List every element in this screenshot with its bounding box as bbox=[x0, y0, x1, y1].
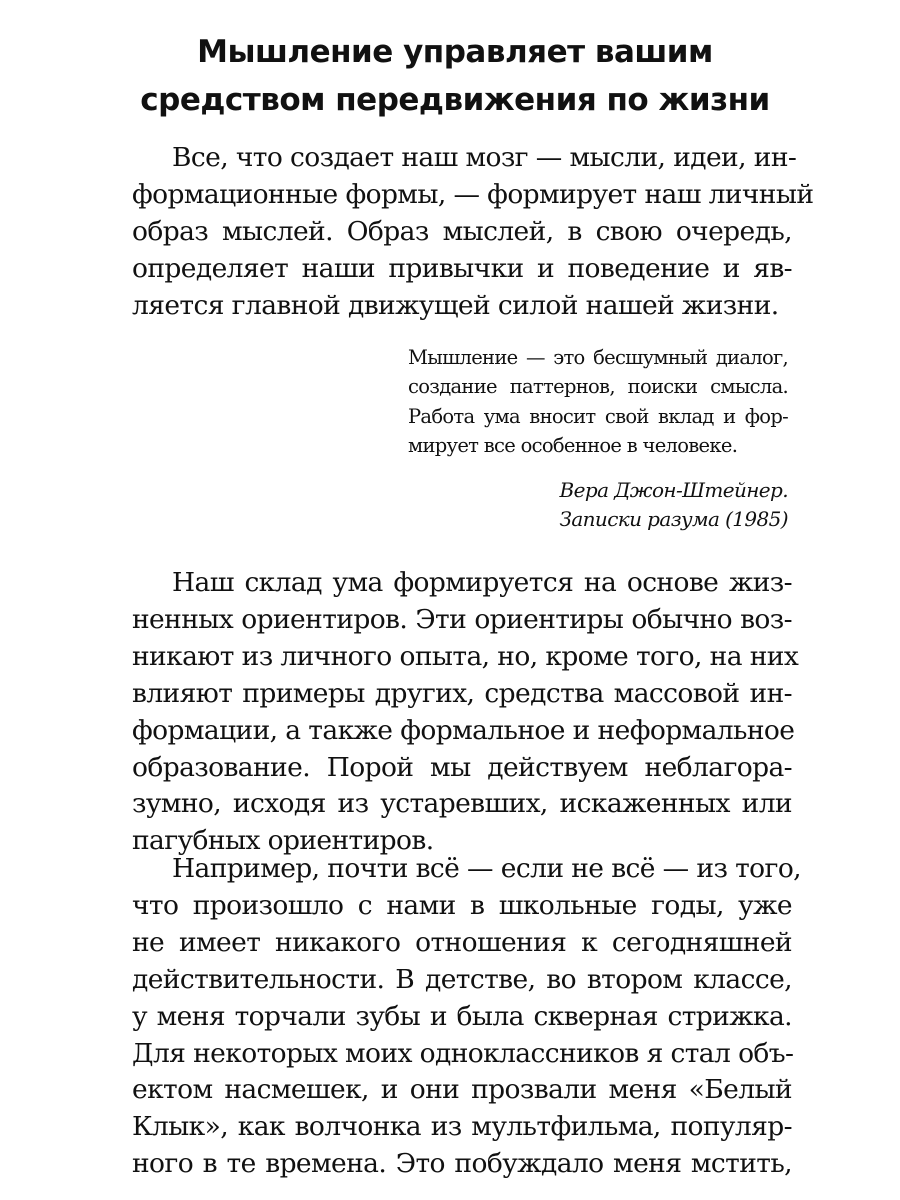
text-line: ляется главной движущей силой нашей жизни. bbox=[132, 289, 779, 321]
epigraph-line: мирует все особенное в человеке. bbox=[408, 434, 738, 458]
paragraph-1 bbox=[132, 140, 814, 325]
epigraph-quote bbox=[408, 343, 788, 461]
text-line: пагубных ориентиров. bbox=[132, 825, 434, 857]
heading-line: Мышление управляет вашим bbox=[197, 34, 713, 70]
attribution-line: Записки разума (1985) bbox=[559, 507, 788, 532]
text-line: влияют примеры других, средства массовой ин- bbox=[132, 677, 792, 709]
text-line: формационные формы, — формирует наш личный bbox=[132, 178, 814, 210]
paragraph-3 bbox=[132, 851, 801, 1183]
epigraph-line: Работа ума вносит свой вклад и фор- bbox=[408, 404, 788, 428]
text-line: что произошло с нами в школьные годы, уже bbox=[132, 889, 792, 921]
text-line: Для некоторых моих одноклассников я стал объ- bbox=[132, 1037, 794, 1069]
text-line: зумно, исходя из устаревших, искаженных или bbox=[132, 788, 792, 820]
section-heading bbox=[110, 28, 800, 124]
paragraph-2 bbox=[132, 565, 799, 860]
text-line: Например, почти всё — если не всё — из того, bbox=[172, 853, 801, 884]
text-line: Все, что создает наш мозг — мысли, идеи, ин- bbox=[172, 142, 797, 173]
text-line: Клык», как волчонка из мультфильма, популяр- bbox=[132, 1111, 792, 1143]
heading-line: средством передвижения по жизни bbox=[140, 82, 770, 118]
text-line: ного в те времена. Это побуждало меня мстить, bbox=[132, 1148, 792, 1180]
text-line: образование. Порой мы действуем неблагора- bbox=[132, 751, 792, 783]
text-line: у меня торчали зубы и была скверная стрижка. bbox=[132, 1000, 792, 1032]
text-line: действительности. В детстве, во втором классе, bbox=[132, 963, 792, 995]
attribution-line: Вера Джон-Штейнер. bbox=[559, 478, 788, 502]
epigraph-line: создание паттернов, поиски смысла. bbox=[408, 375, 788, 399]
text-line: никают из личного опыта, но, кроме того, на них bbox=[132, 640, 799, 672]
text-line: ектом насмешек, и они прозвали меня «Белый bbox=[132, 1074, 792, 1106]
epigraph-line: Мышление — это бесшумный диалог, bbox=[408, 346, 788, 369]
text-line: определяет наши привычки и поведение и яв- bbox=[132, 252, 792, 284]
text-line: образ мыслей. Образ мыслей, в свою очередь, bbox=[132, 215, 792, 247]
text-line: ненных ориентиров. Эти ориентиры обычно воз- bbox=[132, 603, 792, 635]
text-line: Наш склад ума формируется на основе жиз- bbox=[172, 567, 792, 598]
text-line: формации, а также формальное и неформальное bbox=[132, 714, 795, 746]
epigraph-attribution bbox=[440, 476, 788, 535]
text-line: не имеет никакого отношения к сегодняшней bbox=[132, 926, 792, 958]
